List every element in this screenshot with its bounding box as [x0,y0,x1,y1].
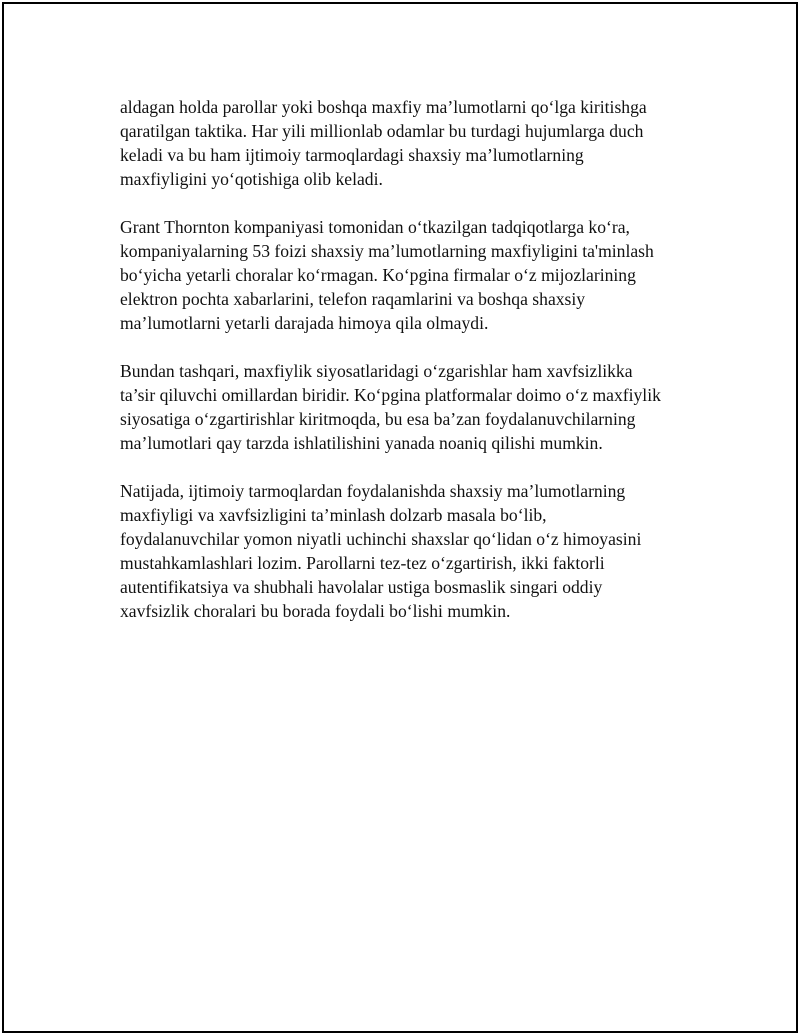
document-body [120,95,720,647]
text-line: ma’lumotlari qay tarzda ishlatilishini yanada noaniq qilishi mumkin. [120,433,603,453]
text-line: qaratilgan taktika. Har yili millionlab odamlar bu turdagi hujumlarga duch [120,121,644,141]
text-line: bo‘yicha yetarli choralar ko‘rmagan. Ko‘pgina firmalar o‘z mijozlarining [120,265,636,285]
paragraph-2 [120,215,720,335]
text-line: Bundan tashqari, maxfiylik siyosatlaridagi o‘zgarishlar ham xavfsizlikka [120,361,633,381]
paragraph-1 [120,95,720,191]
text-line: foydalanuvchilar yomon niyatli uchinchi shaxslar qo‘lidan o‘z himoyasini [120,529,642,549]
text-line: keladi va bu ham ijtimoiy tarmoqlardagi shaxsiy ma’lumotlarning [120,145,584,165]
document-page [2,2,798,1033]
text-line: Natijada, ijtimoiy tarmoqlardan foydalanishda shaxsiy ma’lumotlarning [120,481,626,501]
text-line: maxfiyligini yo‘qotishiga olib keladi. [120,169,383,189]
text-line: aldagan holda parollar yoki boshqa maxfiy ma’lumotlarni qo‘lga kiritishga [120,97,647,117]
paragraph-3 [120,359,720,455]
text-line: mustahkamlashlari lozim. Parollarni tez-tez o‘zgartirish, ikki faktorli [120,553,605,573]
text-line: kompaniyalarning 53 foizi shaxsiy ma’lumotlarning maxfiyligini ta'minlash [120,241,654,261]
text-line: Grant Thornton kompaniyasi tomonidan o‘tkazilgan tadqiqotlarga ko‘ra, [120,217,630,237]
text-line: siyosatiga o‘zgartirishlar kiritmoqda, bu esa ba’zan foydalanuvchilarning [120,409,636,429]
text-line: ta’sir qiluvchi omillardan biridir. Ko‘pgina platformalar doimo o‘z maxfiylik [120,385,661,405]
text-line: autentifikatsiya va shubhali havolalar ustiga bosmaslik singari oddiy [120,577,603,597]
text-line: elektron pochta xabarlarini, telefon raqamlarini va boshqa shaxsiy [120,289,586,309]
text-line: xavfsizlik choralari bu borada foydali bo‘lishi mumkin. [120,601,511,621]
text-line: ma’lumotlarni yetarli darajada himoya qila olmaydi. [120,313,489,333]
paragraph-4 [120,479,720,623]
text-line: maxfiyligi va xavfsizligini ta’minlash dolzarb masala bo‘lib, [120,505,547,525]
